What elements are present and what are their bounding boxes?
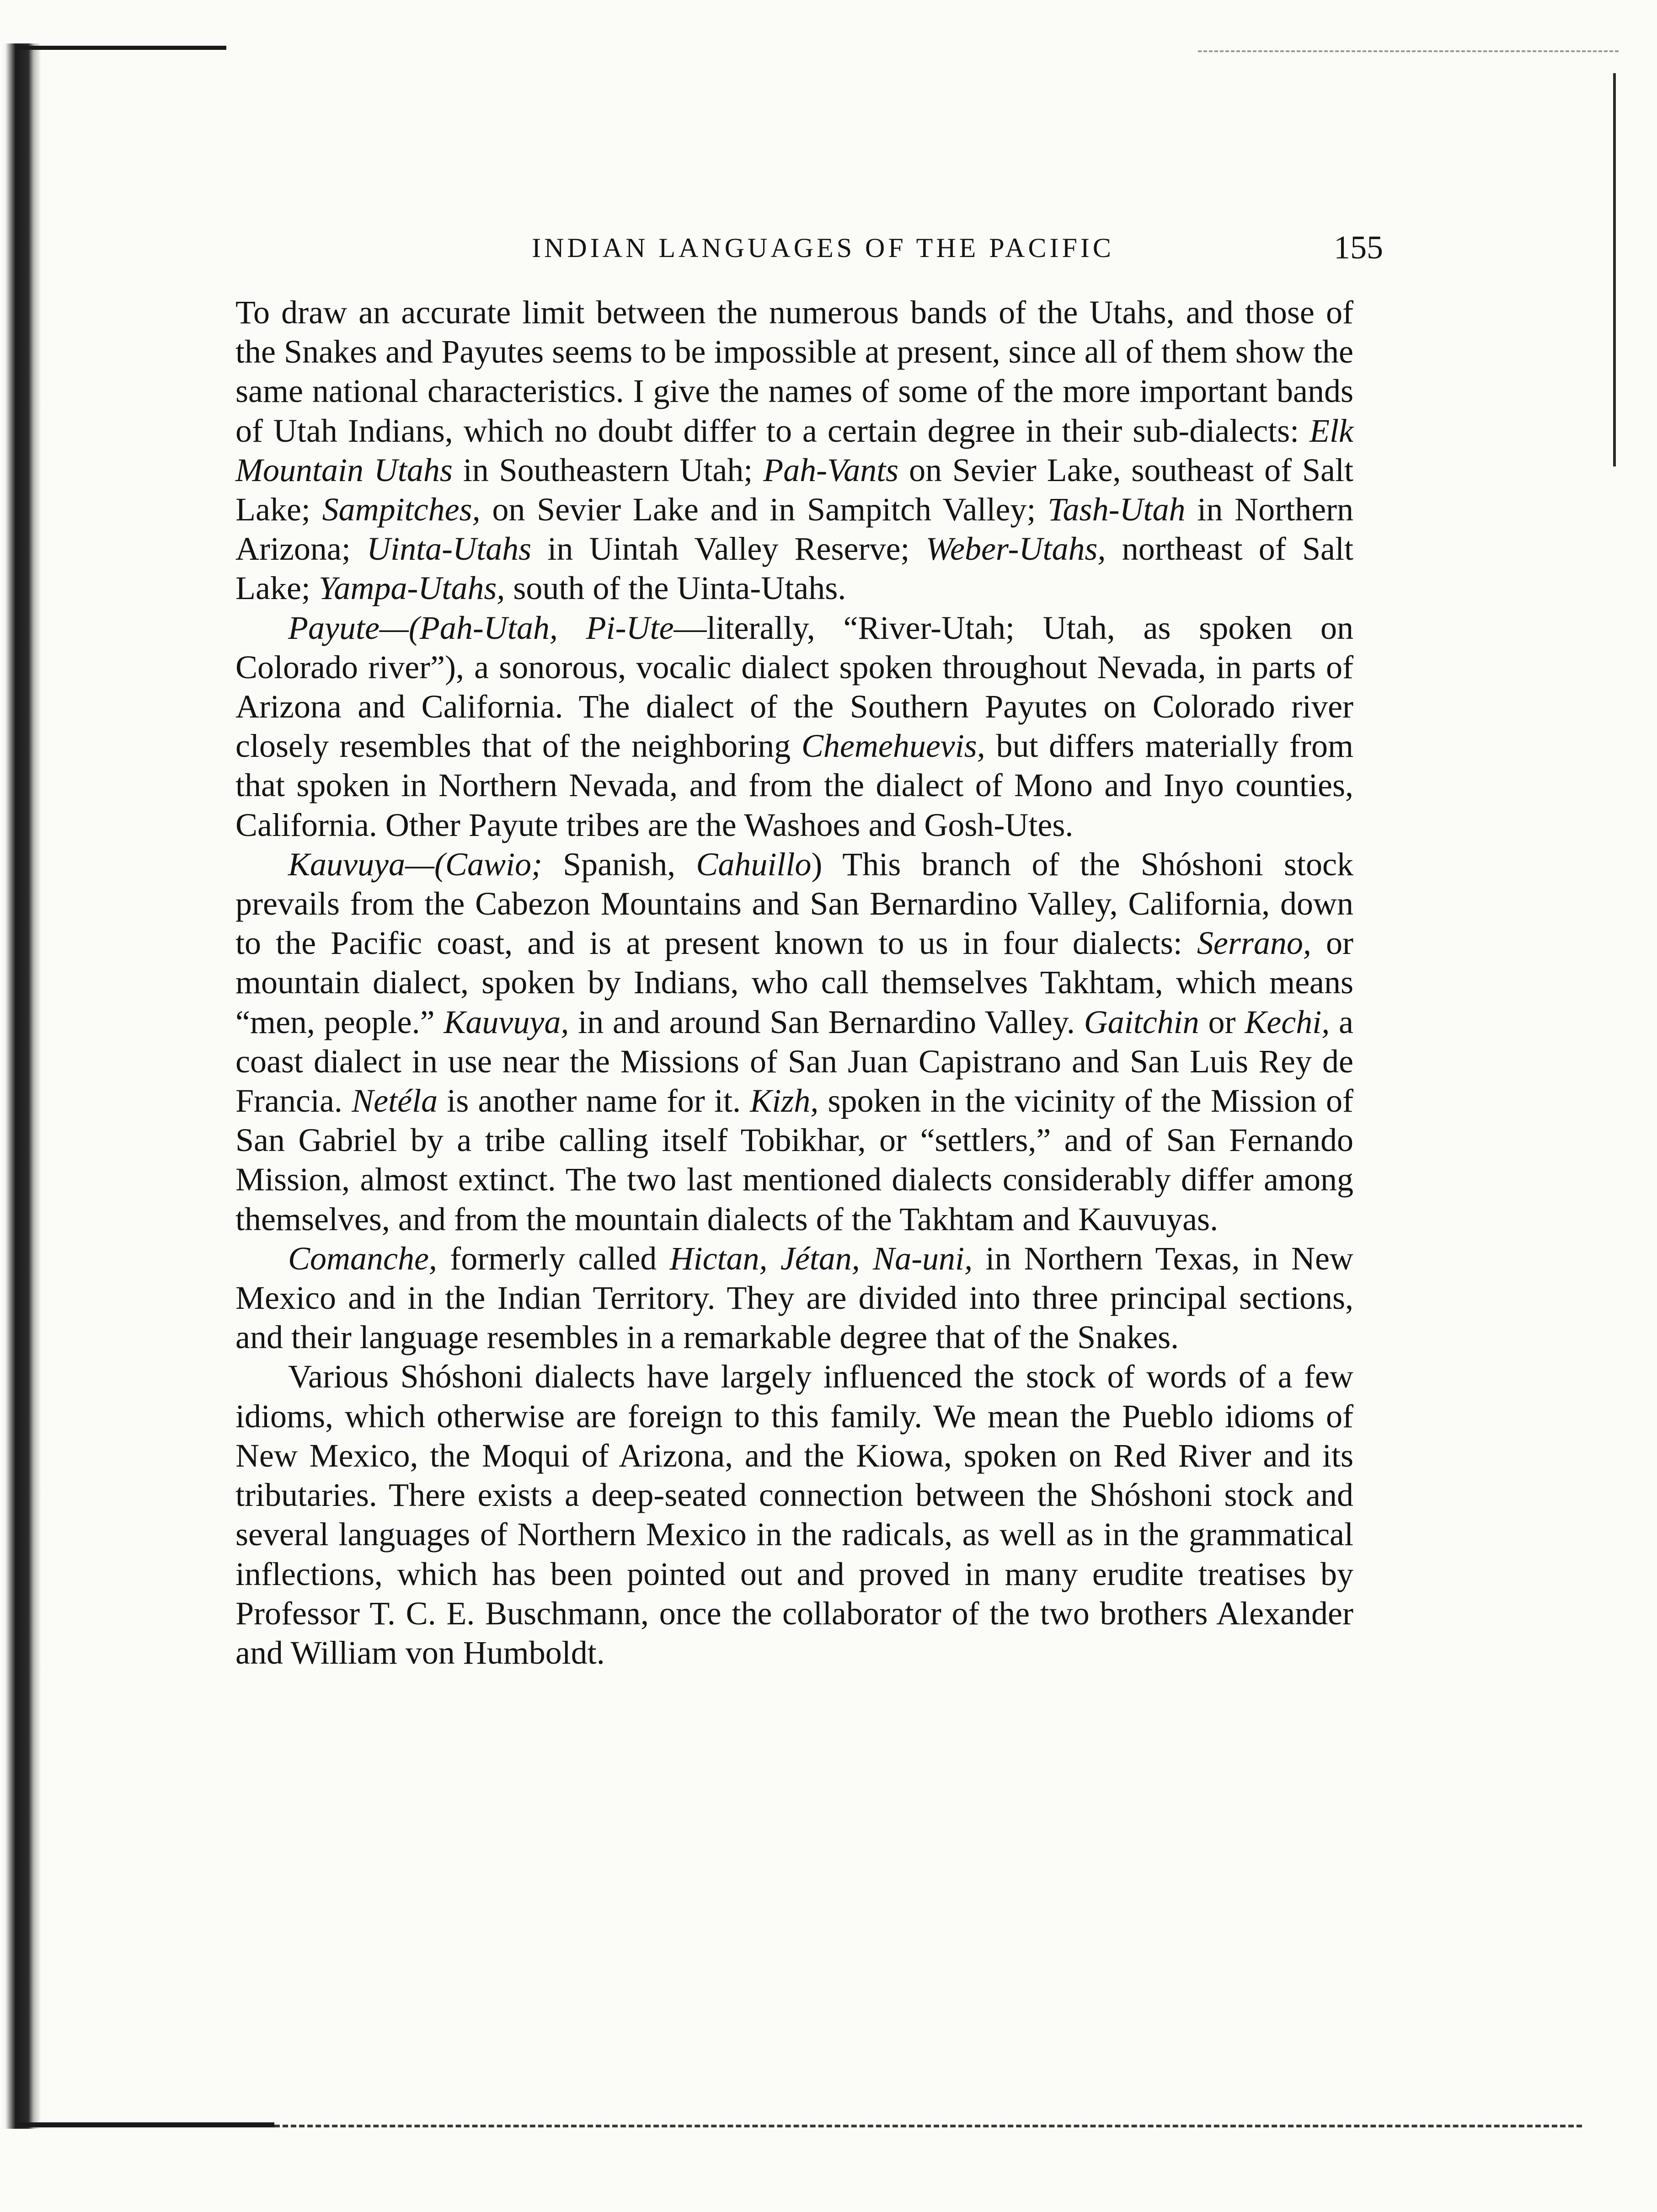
right-margin-rule	[1613, 73, 1616, 466]
body-text	[235, 293, 1353, 1672]
italic-text-run: Uinta-Utahs	[367, 530, 532, 568]
paragraph-kauvuya	[235, 845, 1353, 1239]
text-run: on Sevier Lake and in Sampitch Valley;	[480, 491, 1048, 528]
text-run: but differs materially from that spoken in Northern Nevada, and from the dialect of Mono and Inyo counties, California. Other Payute tribes are the Washoes and Gosh-Utes.	[235, 728, 1354, 843]
italic-text-run: Gaitchin	[1084, 1003, 1199, 1040]
page-number: 155	[1334, 229, 1383, 266]
text-run: or	[1199, 1003, 1245, 1040]
text-run: —literally, “River-Utah; Utah, as spoken on Colorado river”), a sonorous, vocalic dialect spoken throughout Nevada, in parts of Arizona and California. The dialect of the Southern Payutes on Colorado river closely resembles that of the neighboring	[235, 609, 1353, 765]
text-run: a coast dialect in use near the Missions of San Juan Capistrano and San Luis Rey de Francia.	[235, 1003, 1353, 1119]
paragraph-utahs	[235, 293, 1353, 608]
italic-text-run: Tash-Utah	[1048, 491, 1186, 528]
italic-text-run: Serrano,	[1197, 925, 1311, 962]
italic-text-run: Kizh,	[750, 1082, 819, 1119]
text-run: in Uintah Valley Reserve;	[531, 530, 926, 568]
italic-text-run: Sampitches,	[322, 491, 481, 528]
bottom-rule	[18, 2122, 274, 2127]
text-run: or mountain dialect, spoken by Indians, who call themselves Takhtam, which means “men, people.”	[235, 925, 1353, 1040]
text-run: northeast of Salt Lake;	[235, 530, 1353, 607]
paragraph-payute	[235, 608, 1353, 845]
text-run: formerly called	[437, 1240, 670, 1277]
paragraph-shoshoni	[235, 1357, 1353, 1672]
top-rule	[18, 46, 226, 50]
text-run: Various Shóshoni dialects have largely influenced the stock of words of a few idioms, which otherwise are foreign to this family. We mean the Pueblo idioms of New Mexico, the Moqui of Arizona, and the Kiowa, spoken on Red River and its tributaries. There exists a deep-seated connection between the Shóshoni stock and several languages of Northern Mexico in the radicals, as well as in the grammatical inflections, which has been pointed out and proved in many erudite treatises by Professor T. C. E. Buschmann, once the collaborator of the two brothers Alexander and William von Humboldt.	[235, 1358, 1353, 1671]
italic-text-run: Cahuillo	[696, 846, 812, 883]
top-dashed-rule	[1198, 50, 1619, 52]
text-run: ) This branch of the Shóshoni stock prevails from the Cabezon Mountains and San Bernardino Valley, California, down to the Pacific coast, and is at present known to us in four dialects:	[235, 846, 1353, 962]
italic-text-run: Kechi,	[1245, 1003, 1330, 1040]
text-run: in and around San Bernardino Valley.	[569, 1003, 1084, 1040]
italic-text-run: Pah-Vants	[763, 451, 899, 488]
italic-text-run: Netéla	[352, 1082, 438, 1119]
text-run: To draw an accurate limit between the numerous bands of the Utahs, and those of the Snakes and Payutes seems to be impossible at present, since all of them show the same national characteristics. I give the names of some of the more important bands of Utah Indians, which no doubt differ to a certain degree in their sub-dialects:	[235, 294, 1353, 449]
italic-text-run: Elk Mountain Utahs	[235, 412, 1353, 488]
bottom-dashed-rule	[274, 2125, 1582, 2127]
text-run: spoken in the vicinity of the Mission of San Gabriel by a tribe calling itself Tobikhar, or “settlers,” and of San Fernando Mission, almost extinct. The two last mentioned dialects considerably differ among themselves, and from the mountain dialects of the Takhtam and Kauvuyas.	[235, 1082, 1353, 1237]
text-run: on Sevier Lake, southeast of Salt Lake;	[235, 451, 1353, 528]
text-run: in Southeastern Utah;	[452, 451, 764, 488]
text-run: south of the Uinta-Utahs.	[505, 570, 846, 607]
italic-text-run: Yampa-Utahs,	[318, 570, 505, 607]
running-head: INDIAN LANGUAGES OF THE PACIFIC	[532, 233, 1114, 263]
italic-text-run: Kauvuya—(Cawio;	[288, 846, 542, 883]
italic-text-run: Weber-Utahs,	[925, 530, 1106, 568]
italic-text-run: Hictan, Jétan, Na-uni,	[669, 1240, 973, 1277]
text-run: is another name for it.	[438, 1082, 750, 1119]
italic-text-run: Comanche,	[288, 1240, 437, 1277]
italic-text-run: Chemehuevis,	[801, 728, 985, 765]
paragraph-comanche	[235, 1239, 1353, 1357]
scan-binding-edge	[0, 43, 41, 2129]
text-run: in Northern Texas, in New Mexico and in the Indian Territory. They are divided into three principal sections, and their language resembles in a remarkable degree that of the Snakes.	[235, 1240, 1353, 1356]
text-run: Spanish,	[542, 846, 696, 883]
text-run: in Northern Arizona;	[235, 491, 1354, 568]
italic-text-run: Payute—(Pah-Utah, Pi-Ute	[288, 609, 674, 646]
italic-text-run: Kauvuya,	[444, 1003, 569, 1040]
